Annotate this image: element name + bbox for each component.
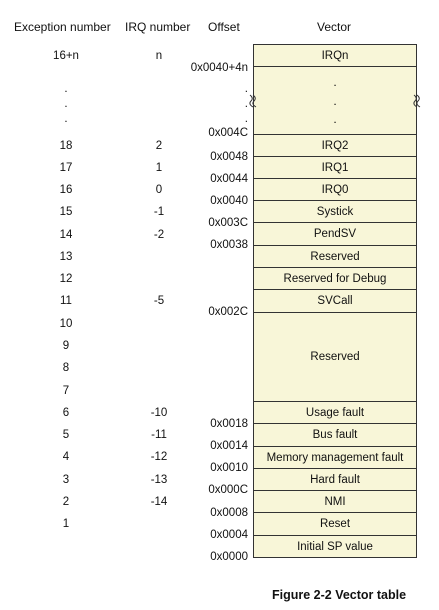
irq-number: -11 (151, 429, 167, 441)
exception-number-ellipsis: . (64, 113, 68, 125)
offset-ellipsis: . (244, 113, 248, 125)
exception-number: 13 (59, 251, 73, 263)
vector-cell: IRQ0 (254, 179, 416, 201)
vector-table (253, 44, 417, 558)
vector-cell: Reset (254, 513, 416, 536)
irq-number: 2 (155, 140, 163, 152)
vector-cell: Reserved (254, 313, 416, 402)
exception-number: 2 (62, 496, 70, 508)
offset-label: 0x0014 (210, 440, 248, 452)
break-marker-right-icon (412, 94, 422, 108)
irq-number: -14 (150, 496, 168, 508)
vector-cell: PendSV (254, 223, 416, 246)
vector-cell: SVCall (254, 290, 416, 313)
exception-number: 1 (62, 518, 70, 530)
exception-number: 18 (59, 140, 73, 152)
offset-label: 0x003C (208, 217, 248, 229)
vector-cell: Memory management fault (254, 447, 416, 469)
exception-number: 8 (62, 362, 70, 374)
exception-number: 11 (60, 295, 72, 307)
vector-cell: Usage fault (254, 402, 416, 424)
vector-cell: Reserved (254, 246, 416, 268)
exception-number: 9 (62, 340, 70, 352)
irq-number: 1 (155, 162, 163, 174)
offset-label: 0x004C (208, 127, 248, 139)
vector-cell: Bus fault (254, 424, 416, 447)
exception-number-ellipsis: . (64, 83, 68, 95)
vector-cell: Initial SP value (297, 540, 373, 553)
irq-number: -5 (153, 295, 165, 307)
irq-number: -10 (150, 407, 168, 419)
exception-number: 17 (59, 162, 73, 174)
offset-label: 0x0004 (210, 529, 248, 541)
figure-caption: Figure 2-2 Vector table (272, 588, 407, 602)
offset-label: 0x0044 (210, 173, 248, 185)
irq-number: -12 (150, 451, 168, 463)
offset-label: 0x0010 (210, 462, 248, 474)
vector-ellipsis: . (333, 93, 337, 108)
vector-cell: Hard fault (254, 469, 416, 491)
offset-label: 0x0040+4n (190, 62, 248, 74)
break-marker-left-icon (248, 94, 258, 108)
exception-number: 14 (59, 229, 73, 241)
exception-number: 7 (62, 385, 70, 397)
vector-ellipsis: . (333, 75, 337, 90)
offset-label: 0x0040 (210, 195, 248, 207)
irq-number: -1 (153, 206, 165, 218)
offset-label: 0x000C (208, 484, 248, 496)
irq-number: -2 (153, 229, 165, 241)
header-vector: Vector (317, 20, 352, 34)
exception-number: 4 (62, 451, 70, 463)
offset-label: 0x0038 (210, 239, 248, 251)
offset-label: 0x0048 (210, 151, 248, 163)
offset-ellipsis: . (244, 83, 248, 95)
exception-number: 15 (59, 206, 73, 218)
header-exception-number: Exception number (14, 20, 111, 34)
exception-number: 12 (59, 273, 73, 285)
irq-number: 0 (155, 184, 163, 196)
vector-cell: Systick (254, 201, 416, 223)
exception-number: 16+n (53, 50, 79, 62)
irq-number: -13 (150, 474, 168, 486)
vector-cell: IRQn (254, 45, 416, 67)
exception-number: 10 (59, 318, 73, 330)
header-irq-number: IRQ number (125, 20, 191, 34)
exception-number: 5 (62, 429, 70, 441)
offset-label: 0x0018 (210, 418, 248, 430)
exception-number: 3 (62, 474, 70, 486)
offset-label: 0x002C (208, 306, 248, 318)
vector-cell: IRQ2 (254, 135, 416, 157)
exception-number: 16 (59, 184, 73, 196)
irq-number: n (155, 50, 163, 62)
vector-cell: IRQ1 (254, 157, 416, 179)
vector-cell: Reserved for Debug (254, 268, 416, 290)
exception-number: 6 (62, 407, 70, 419)
offset-label: 0x0000 (210, 551, 248, 563)
offset-label: 0x0008 (210, 507, 248, 519)
exception-number-ellipsis: . (64, 98, 68, 110)
offset-ellipsis: . (244, 98, 248, 110)
vector-cell: NMI (254, 491, 416, 513)
vector-ellipsis-cell (254, 67, 416, 135)
vector-ellipsis: . (333, 111, 337, 126)
header-offset: Offset (208, 20, 240, 34)
